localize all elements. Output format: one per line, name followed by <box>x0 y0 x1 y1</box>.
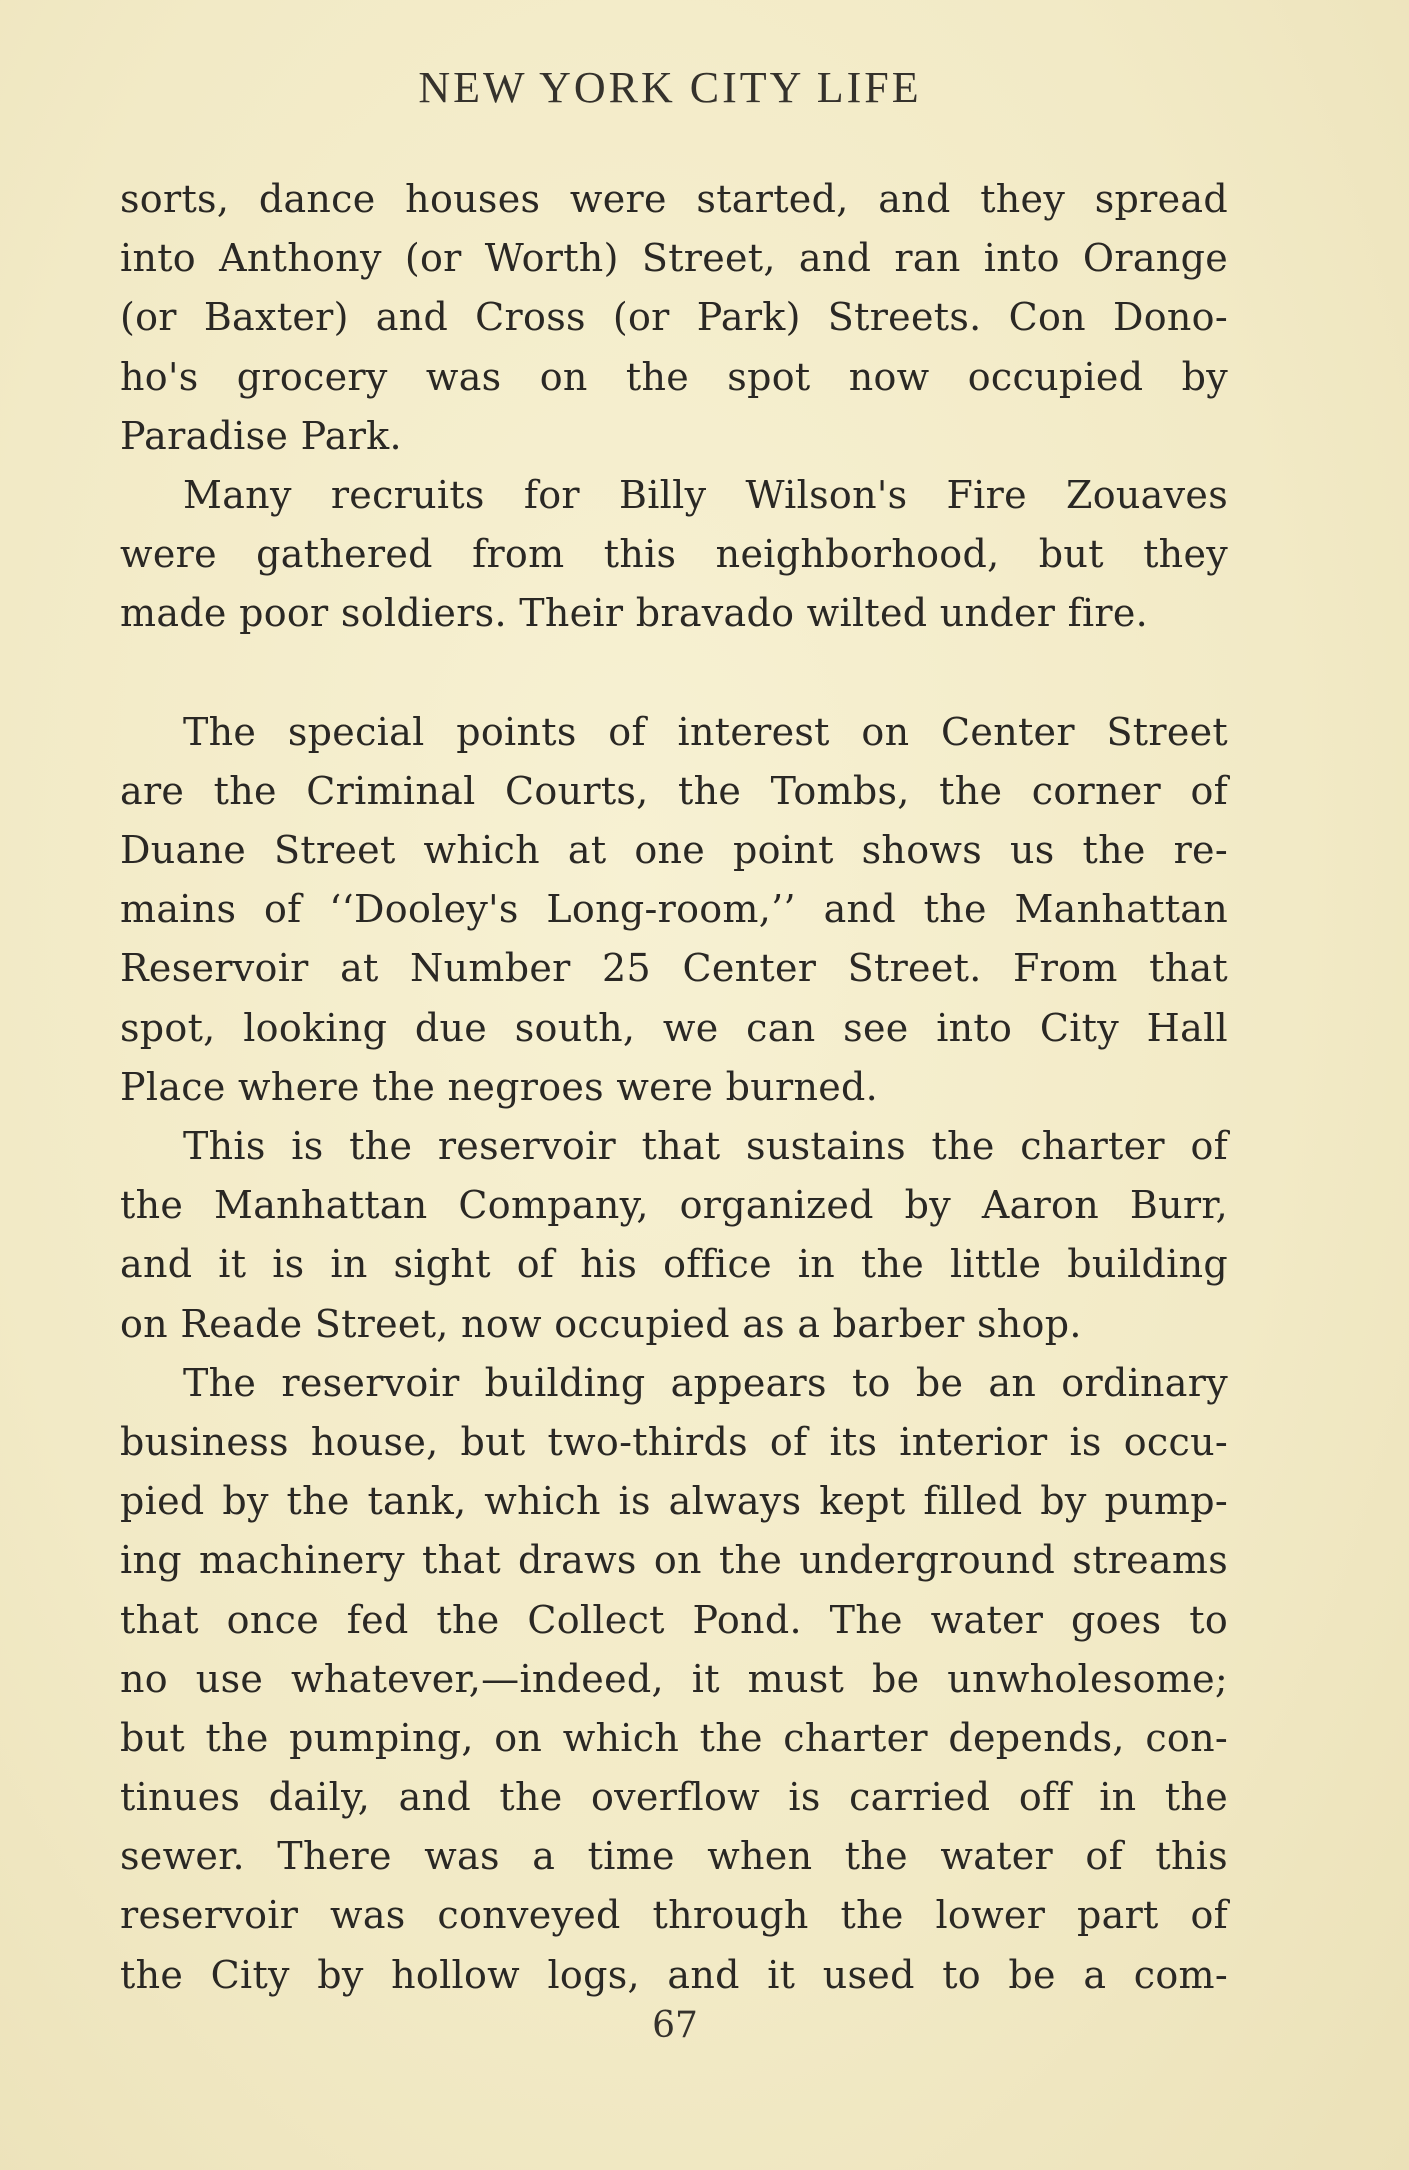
text-line: are the Criminal Courts, the Tombs, the corner of <box>120 768 1228 813</box>
text-line: The special points of interest on Center Street <box>183 709 1228 754</box>
text-line: This is the reservoir that sustains the charter of <box>183 1124 1228 1168</box>
text-line: sorts, dance houses were started, and they spread <box>120 177 1228 221</box>
text-line: reservoir was conveyed through the lower part of <box>120 1893 1228 1938</box>
text-line: made poor soldiers. Their bravado wilted under fire. <box>120 591 1149 636</box>
paragraph <box>120 1354 1228 2005</box>
text-line: sewer. There was a time when the water of this <box>120 1834 1228 1879</box>
page-number: 67 <box>652 2005 698 2046</box>
text-line: Reservoir at Number 25 Center Street. From that <box>120 946 1228 991</box>
text-line: no use whatever,—indeed, it must be unwholesome; <box>120 1656 1228 1701</box>
paragraph <box>120 170 1228 466</box>
text-line: Duane Street which at one point shows us the re- <box>120 828 1228 873</box>
text-line: but the pumping, on which the charter depends, con- <box>120 1715 1228 1760</box>
text-line: business house, but two-thirds of its interior is occu- <box>120 1419 1228 1464</box>
text-line: and it is in sight of his office in the little building <box>120 1242 1228 1287</box>
text-line: the Manhattan Company, organized by Aaron Burr, <box>120 1183 1228 1228</box>
text-line: Paradise Park. <box>120 413 402 458</box>
text-line: that once fed the Collect Pond. The water goes to <box>120 1597 1228 1642</box>
text-line: on Reade Street, now occupied as a barber shop. <box>120 1301 1082 1346</box>
text-line: ing machinery that draws on the underground streams <box>120 1538 1228 1583</box>
paragraph <box>120 466 1228 644</box>
text-line: pied by the tank, which is always kept filled by pump- <box>120 1479 1228 1524</box>
text-line: tinues daily, and the overflow is carried off in the <box>120 1775 1228 1820</box>
paragraph <box>120 703 1228 1117</box>
paragraph <box>120 1117 1228 1354</box>
text-line: (or Baxter) and Cross (or Park) Streets. Con Dono- <box>120 295 1228 340</box>
text-line: ho's grocery was on the spot now occupied by <box>120 354 1228 399</box>
running-head: NEW YORK CITY LIFE <box>418 63 922 112</box>
text-line: spot, looking due south, we can see into City Hall <box>120 1005 1228 1050</box>
text-line: into Anthony (or Worth) Street, and ran into Orange <box>120 236 1228 281</box>
section-break <box>120 644 1228 703</box>
text-line: Many recruits for Billy Wilson's Fire Zouaves <box>183 472 1228 517</box>
text-line: the City by hollow logs, and it used to be a com- <box>120 1952 1228 1997</box>
text-line: Place where the negroes were burned. <box>120 1064 879 1109</box>
text-line: were gathered from this neighborhood, but they <box>120 532 1228 577</box>
text-line: mains of ‘‘Dooley's Long-room,’’ and the Manhattan <box>120 887 1228 932</box>
text-line: The reservoir building appears to be an ordinary <box>183 1360 1228 1405</box>
body-text <box>120 170 1228 2005</box>
